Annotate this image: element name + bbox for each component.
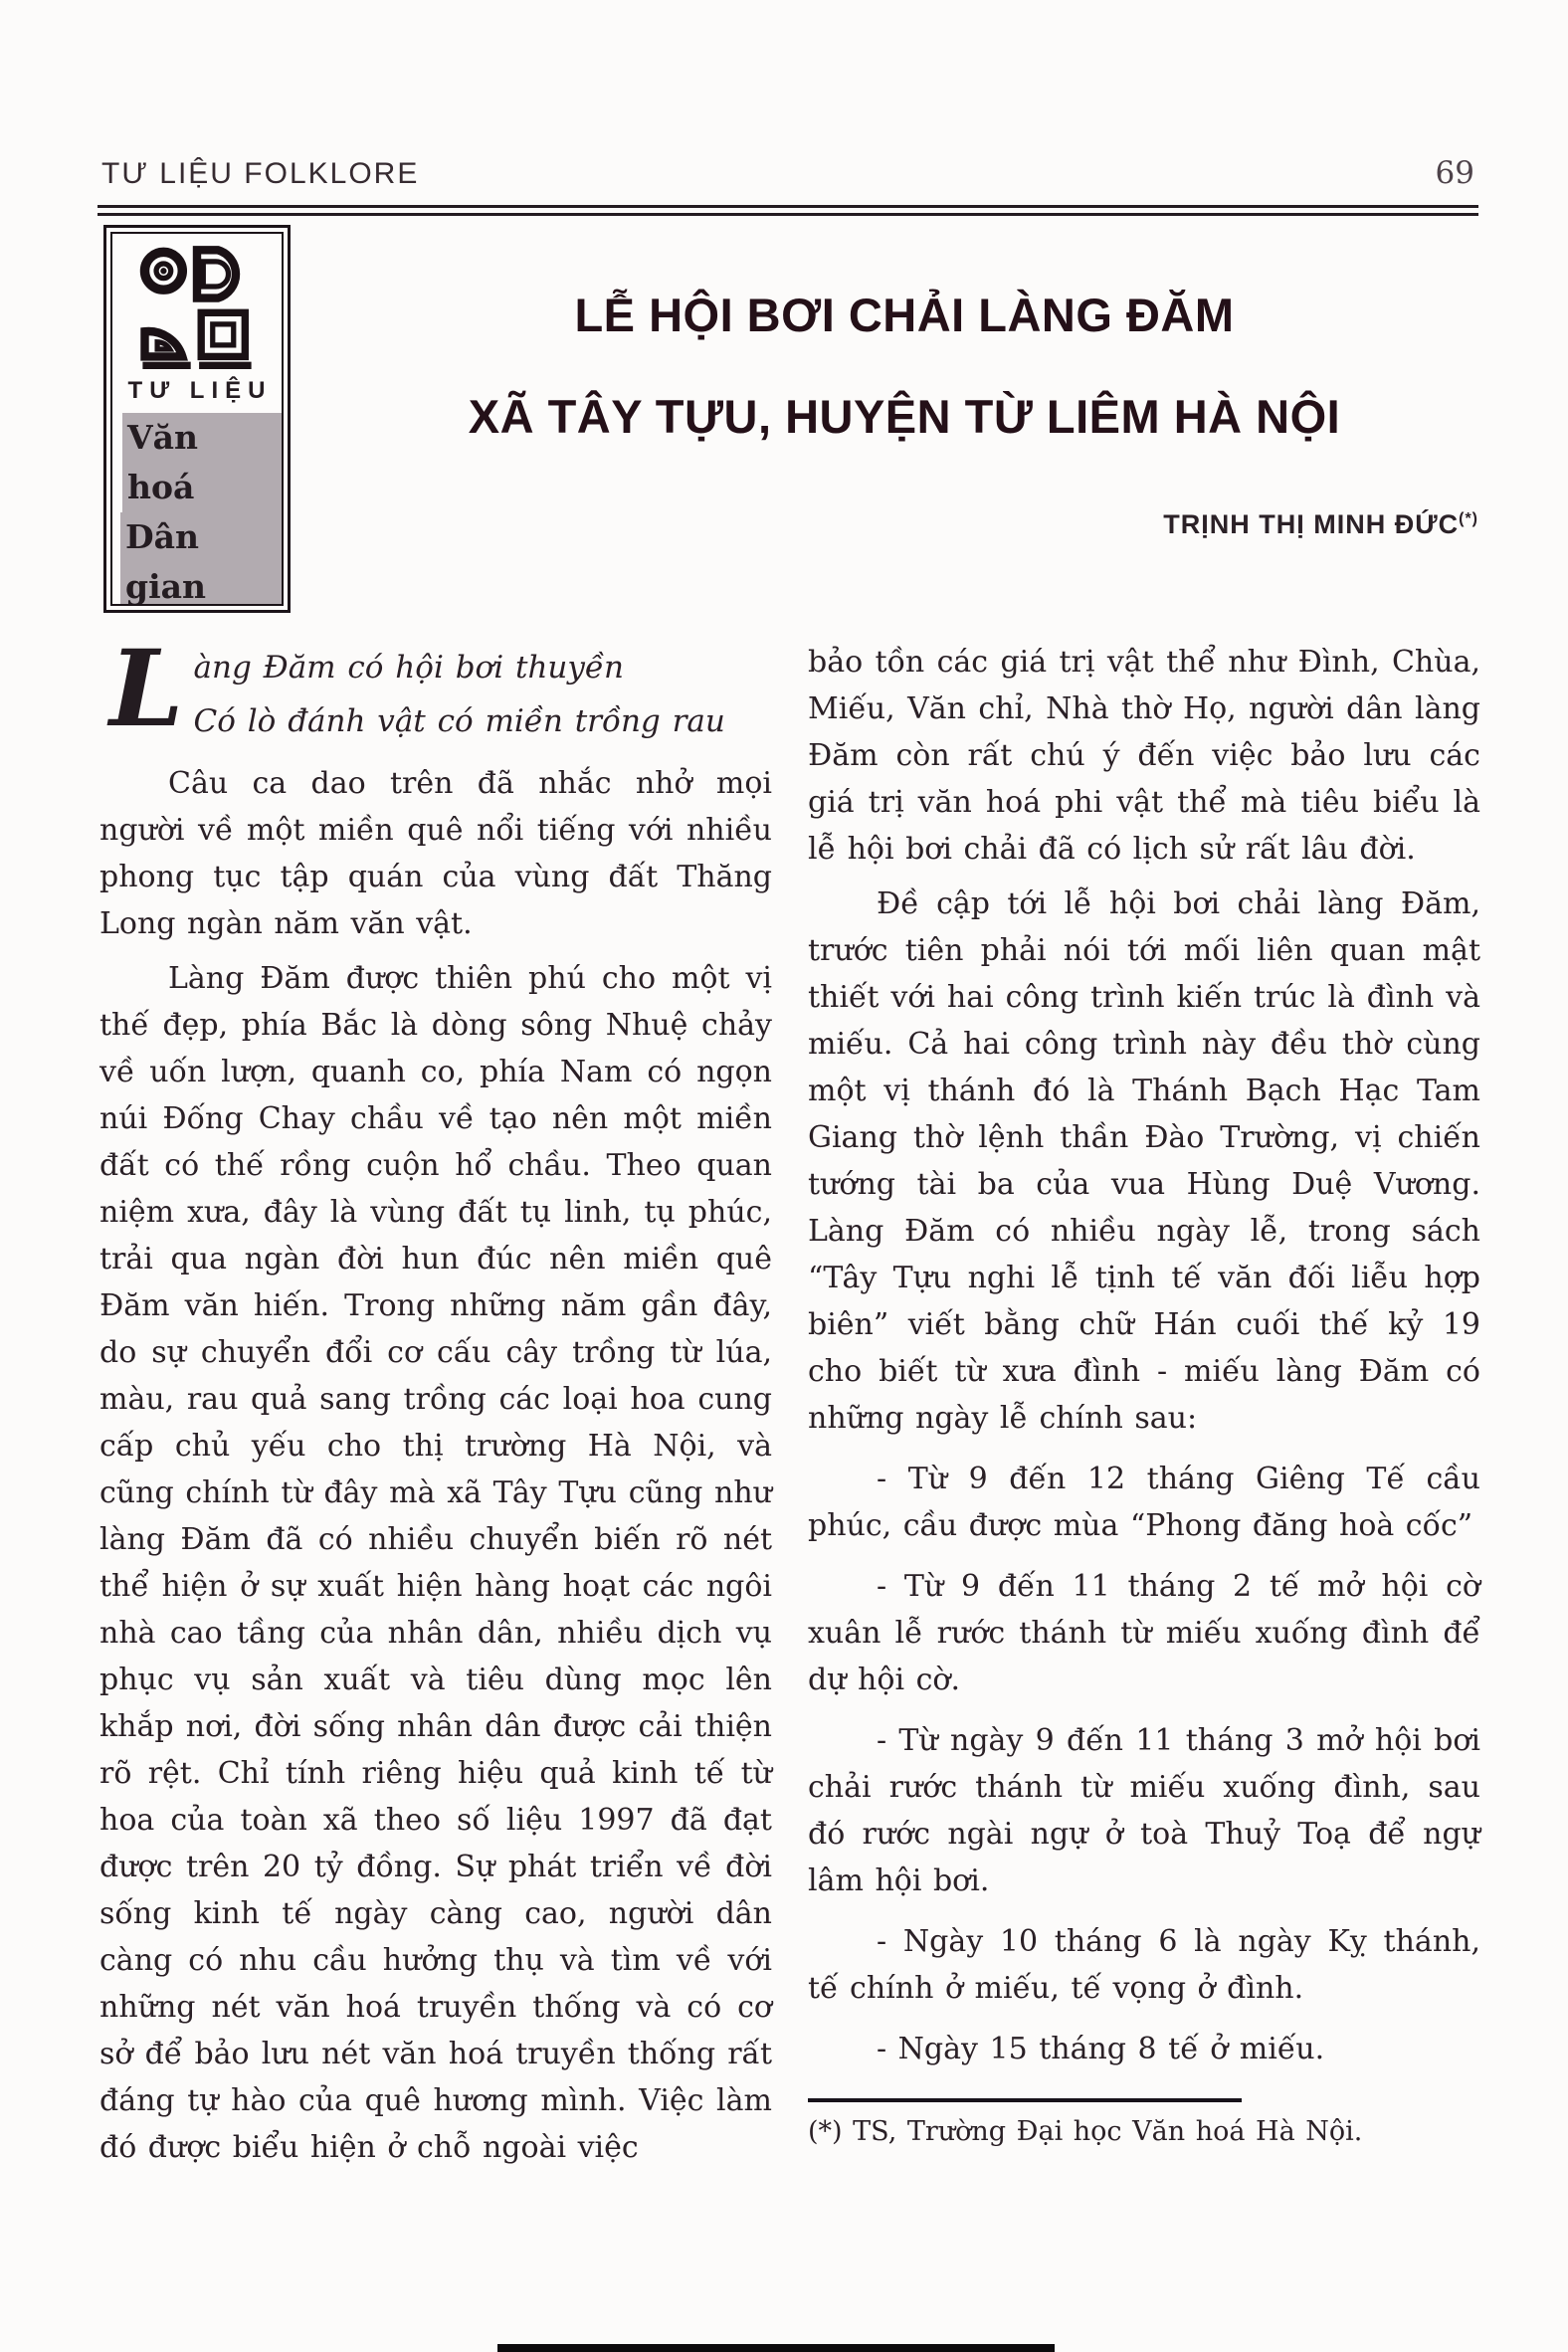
author-name: TRỊNH THỊ MINH ĐỨC bbox=[1163, 509, 1460, 539]
logo-script-line1-text: Văn hoá bbox=[122, 413, 282, 512]
author-line bbox=[328, 509, 1480, 540]
paragraph: bảo tồn các giá trị vật thể như Đình, Chùa, Miếu, Văn chỉ, Nhà thờ Họ, người dân làng Đăm còn rất chú ý đến việc bảo lưu các giá trị văn hoá phi vật thể mà tiêu biểu là lễ hội bơi chải đã có lịch sử rất lâu đời. bbox=[808, 645, 1480, 867]
poem-line1: àng Đăm có hội bơi thuyền bbox=[193, 650, 624, 686]
paragraph: Câu ca dao trên đã nhắc nhở mọi người về một miền quê nổi tiếng với nhiều phong tục tập quán của vùng đất Thăng Long ngàn năm văn vật. bbox=[99, 766, 772, 941]
right-column bbox=[808, 639, 1480, 2171]
festival-date-item: - Từ 9 đến 12 tháng Giêng Tế cầu phúc, cầu được mùa “Phong đăng hoà cốc” bbox=[808, 1462, 1480, 1543]
paragraph: Đề cập tới lễ hội bơi chải làng Đăm, trước tiên phải nói tới mối liên quan mật thiết với hai công trình kiến trúc là đình và miếu. Cả hai công trình này đều thờ cùng một vị thánh đó là Thánh Bạch Hạc Tam Giang thờ lệnh thần Đào Trường, vị chiến tướng tài ba của vua Hùng Duệ Vương. Làng Đăm có nhiều ngày lễ, trong sách “Tây Tựu nghi lễ tịnh tế văn đối liễu hợp biên” viết bằng chữ Hán cuối thế kỷ 19 cho biết từ xưa đình - miếu làng Đăm có những ngày lễ chính sau: bbox=[808, 886, 1480, 1436]
folk-poem bbox=[99, 626, 772, 750]
footnote-text: (*) TS, Trường Đại học Văn hoá Hà Nội. bbox=[808, 2116, 1363, 2147]
footnote bbox=[808, 2098, 1480, 2150]
logo-script-line2 bbox=[120, 512, 282, 606]
page-header bbox=[101, 155, 1474, 191]
folk-geometric-logo-icon bbox=[133, 244, 261, 369]
festival-date-item: - Từ ngày 9 đến 11 tháng 3 mở hội bơi chải rước thánh từ miếu xuống đình, sau đó rước ngài ngự ở toà Thuỷ Toạ để ngự lâm hội bơi. bbox=[808, 1723, 1480, 1898]
poem-drop-cap: L bbox=[109, 626, 184, 750]
page-number: 69 bbox=[1435, 155, 1474, 191]
article-title-block bbox=[328, 291, 1480, 540]
folklore-logo-box-inner bbox=[110, 232, 284, 606]
article-body bbox=[99, 626, 1480, 2171]
folklore-logo-box bbox=[103, 225, 291, 613]
logo-label: TƯ LIỆU bbox=[127, 377, 273, 404]
logo-script-lines bbox=[112, 413, 282, 606]
paragraph: Làng Đăm được thiên phú cho một vị thế đẹp, phía Bắc là dòng sông Nhuệ chảy về uốn lượn, quanh co, phía Nam có ngọn núi Đống Chay chầu về tạo nên một miền đất có thế rồng cuộn hổ chầu. Theo quan niệm xưa, đây là vùng đất tụ linh, tụ phúc, trải qua ngàn đời hun đúc nên miền quê Đăm văn hiến. Trong những năm gần đây, do sự chuyển đổi cơ cấu cây trồng từ lúa, màu, rau quả sang trồng các loại hoa cung cấp chủ yếu cho thị trường Hà Nội, và cũng chính từ đây mà xã Tây Tựu cũng như làng Đăm đã có nhiều chuyển biến rõ nét thể hiện ở sự xuất hiện hàng hoạt các ngôi nhà cao tầng của nhân dân, nhiều dịch vụ phục vụ sản xuất và tiêu dùng mọc lên khắp nơi, đời sống nhân dân được cải thiện rõ rệt. Chỉ tính riêng hiệu quả kinh tế từ hoa của toàn xã theo số liệu 1997 đã đạt được trên 20 tỷ đồng. Sự phát triển về đời sống kinh tế ngày càng cao, người dân càng có nhu cầu hưởng thụ và tìm về với những nét văn hoá truyền thống và có cơ sở để bảo lưu nét văn hoá truyền thống rất đáng tự hào của quê hương mình. Việc làm đó được biểu hiện ở chỗ ngoài việc bbox=[99, 961, 772, 2165]
author-footnote-marker: (*) bbox=[1459, 510, 1478, 527]
logo-script-line2-text: Dân gian bbox=[120, 512, 282, 606]
poem-lines bbox=[99, 626, 772, 750]
header-section-title: TƯ LIỆU FOLKLORE bbox=[101, 157, 420, 190]
poem-line2: Có lò đánh vật có miền trồng rau bbox=[193, 703, 725, 739]
header-rule bbox=[98, 205, 1478, 216]
article-title-line2: XÃ TÂY TỰU, HUYỆN TỪ LIÊM HÀ NỘI bbox=[468, 390, 1341, 443]
festival-date-item: - Ngày 15 tháng 8 tế ở miếu. bbox=[877, 2032, 1325, 2066]
footnote-rule bbox=[808, 2098, 1242, 2102]
festival-date-item: - Ngày 10 tháng 6 là ngày Kỵ thánh, tế chính ở miếu, tế vọng ở đình. bbox=[808, 1924, 1480, 2006]
scan-artifact-bar bbox=[497, 2344, 1055, 2352]
left-column bbox=[99, 626, 772, 2171]
logo-script-line1 bbox=[122, 413, 282, 512]
festival-date-item: - Từ 9 đến 11 tháng 2 tế mở hội cờ xuân lễ rước thánh từ miếu xuống đình để dự hội cờ. bbox=[808, 1569, 1480, 1697]
article-title-line1: LỄ HỘI BƠI CHẢI LÀNG ĐĂM bbox=[574, 289, 1235, 341]
